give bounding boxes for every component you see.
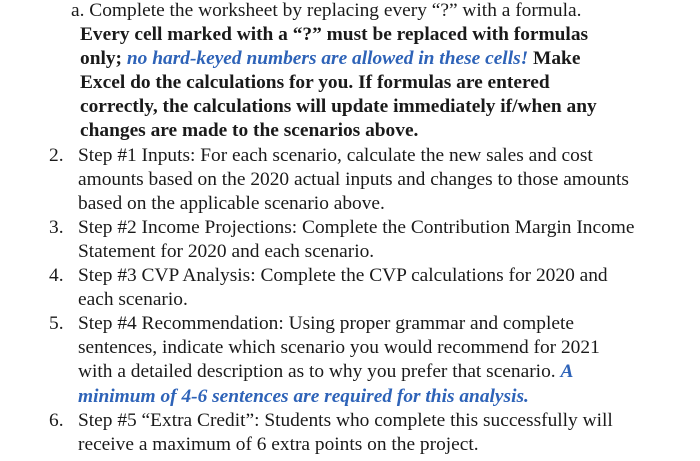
step-text: Step #3 CVP Analysis: Complete the CVP calculations for 2020 and each scenario. <box>78 265 608 311</box>
step-text: Step #2 Income Projections: Complete the Contribution Margin Income Statement for 2020 and each scenario. <box>78 216 635 262</box>
step-number: 6. <box>49 409 64 431</box>
step-number: 2. <box>49 144 64 166</box>
step-number: 3. <box>49 216 64 238</box>
step-a-bold-text: Every cell marked with a “?” must be replaced with formulas only; <box>80 24 589 70</box>
step-text: Step #1 Inputs: For each scenario, calculate the new sales and cost amounts based on the 2020 actual inputs and changes to those amounts based on the applicable scenario above. <box>78 144 629 214</box>
step-emphasis-text: A minimum of 4-6 sentences are required for this analysis. <box>78 361 573 407</box>
step-a-lead-text: a. Complete the worksheet by replacing every “?” with a formula. <box>71 0 582 21</box>
step-text: Step #5 “Extra Credit”: Students who complete this successfully will receive a maximum of 6 extra points on the project. <box>78 409 613 455</box>
instruction-step-4 <box>0 264 638 312</box>
step-a-emphasis-text: no hard-keyed numbers are allowed in these cells! <box>126 48 529 70</box>
step-text: Step #4 Recommendation: Using proper grammar and complete sentences, indicate which scenario you would recommend for 2021 with a detailed description as to why you prefer that scenario. <box>78 313 600 383</box>
instruction-step-6 <box>0 409 638 457</box>
step-a-bold-text-2: Make Excel do the calculations for you. If formulas are entered correctly, the calculations will update immediately if/when any changes are made to the scenarios above. <box>80 48 597 142</box>
cut-off-next-line <box>70 455 630 461</box>
instruction-step-a <box>0 0 625 144</box>
instruction-step-5 <box>0 312 638 408</box>
instruction-step-3 <box>0 216 638 264</box>
instruction-step-2 <box>0 144 638 216</box>
step-number: 5. <box>49 313 64 335</box>
step-number: 4. <box>49 265 64 287</box>
